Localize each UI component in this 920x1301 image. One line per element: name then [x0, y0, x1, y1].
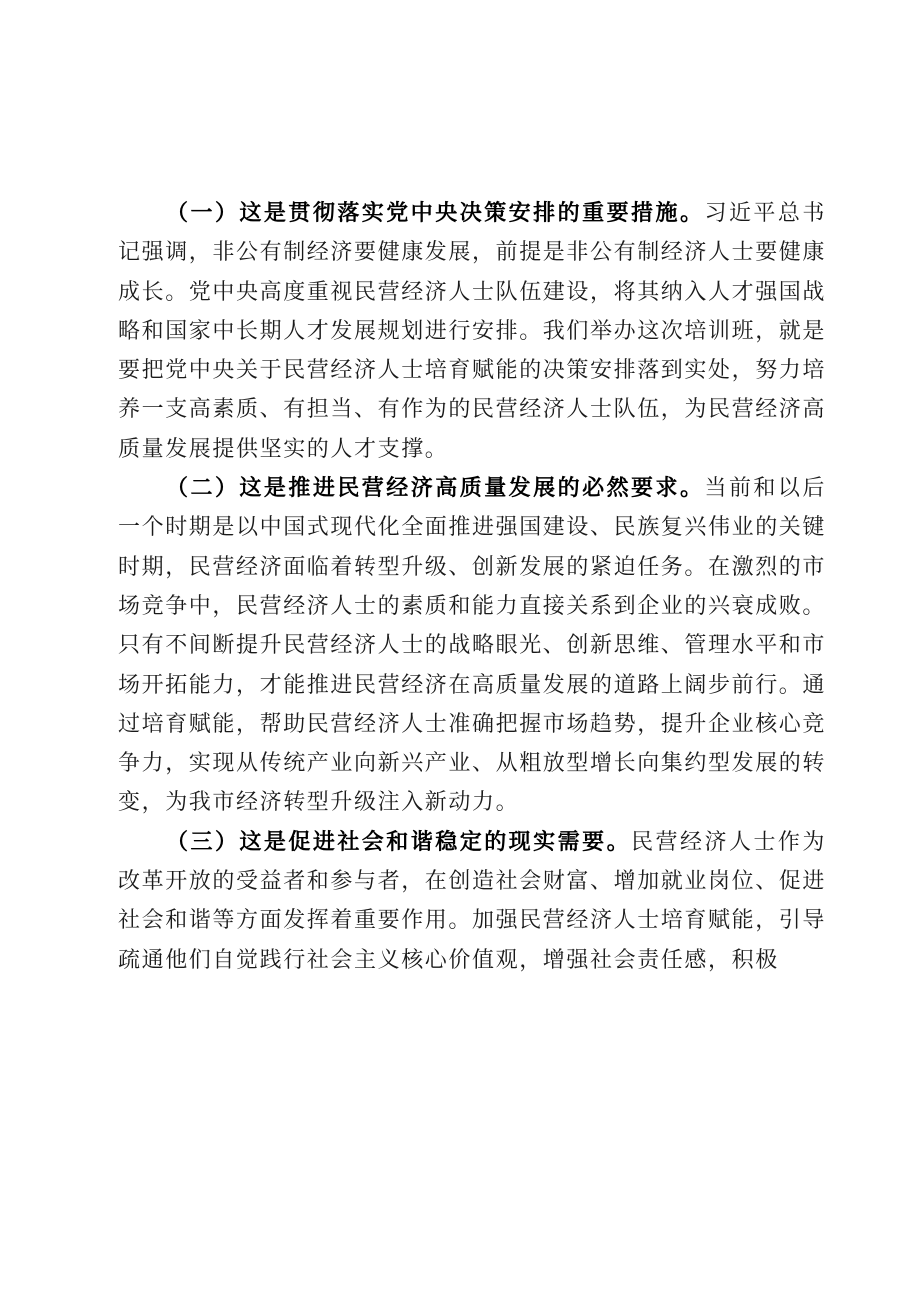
paragraph-3-text: 民营经济人士作为改革开放的受益者和参与者，在创造社会财富、增加就业岗位、促进社会和谐等方面发挥着重要作用。加强民营经济人士培育赋能，引导疏通他们自觉践行社会主义核心价值观，增强社会责任感，积极 — [118, 829, 827, 973]
paragraph-3-heading: （三）这是促进社会和谐稳定的现实需要。 — [166, 828, 632, 855]
paragraph-3 — [118, 823, 826, 980]
paragraph-2-heading: （二）这是推进民营经济高质量发展的必然要求。 — [166, 475, 705, 502]
paragraph-1 — [118, 194, 826, 469]
paragraph-1-text: 习近平总书记强调，非公有制经济要健康发展，前提是非公有制经济人士要健康成长。党中央高度重视民营经济人士队伍建设，将其纳入人才强国战略和国家中长期人才发展规划进行安排。我们举办这次培训班，就是要把党中央关于民营经济人士培育赋能的决策安排落到实处，努力培养一支高素质、有担当、有作为的民营经济人士队伍，为民营经济高质量发展提供坚实的人才支撑。 — [118, 201, 827, 462]
paragraph-2 — [118, 469, 826, 823]
document-body — [118, 194, 826, 980]
paragraph-1-heading: （一）这是贯彻落实党中央决策安排的重要措施。 — [166, 200, 705, 226]
paragraph-2-text: 当前和以后一个时期是以中国式现代化全面推进强国建设、民族复兴伟业的关键时期，民营经济面临着转型升级、创新发展的紧迫任务。在激烈的市场竞争中，民营经济人士的素质和能力直接关系到企业的兴衰成败。只有不间断提升民营经济人士的战略眼光、创新思维、管理水平和市场开拓能力，才能推进民营经济在高质量发展的道路上阔步前行。通过培育赋能，帮助民营经济人士准确把握市场趋势，提升企业核心竞争力，实现从传统产业向新兴产业、从粗放型增长向集约型发展的转变，为我市经济转型升级注入新动力。 — [118, 476, 827, 816]
